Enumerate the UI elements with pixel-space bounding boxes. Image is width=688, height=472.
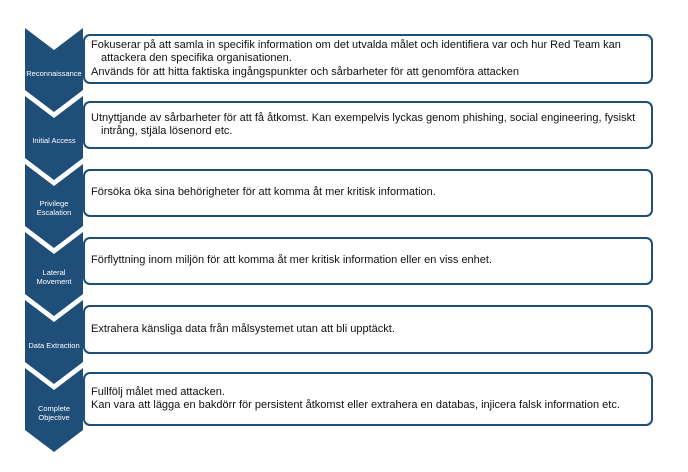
step-text: Utnyttjande av sårbarheter för att få åtkomst. Kan exempelvis lyckas genom phishing, social engineering, fysiskt intrång, stjäla lösenord etc. (91, 111, 636, 137)
step-text: Försöka öka sina behörigheter för att komma åt mer kritisk information. (91, 186, 436, 199)
step-text: Förflyttning inom miljön för att komma åt mer kritisk information eller en viss enhet. (91, 254, 493, 267)
step-text: Extrahera känsliga data från målsystemet utan att bli upptäckt. (91, 322, 395, 335)
step-text: Används för att hitta faktiska ingångspunkter och sårbarheter för att genomföra attacken (91, 65, 520, 78)
step-box-privilege-escalation (83, 169, 653, 217)
step-text: Kan vara att lägga en bakdörr för persistent åtkomst eller extrahera en databas, injicera falsk information etc. (91, 399, 620, 411)
step-text: Fullfölj målet med attacken. (91, 385, 225, 398)
step-label-initial-access: Initial Access (32, 136, 76, 145)
step-label-data-extraction: Data Extraction (28, 341, 80, 350)
step-box-complete-objective (83, 372, 653, 426)
step-text: Fokuserar på att samla in specifik information om det utvalda målet och identifiera var och hur Red Team kan attackera den specifika organisationen. (91, 38, 621, 65)
step-box-lateral-movement (83, 237, 653, 285)
step-label-reconnaissance: Reconnaissance (26, 69, 82, 78)
step-label-complete-objective: Complete Objective (37, 404, 71, 422)
step-box-initial-access (83, 101, 653, 149)
step-label-lateral-movement: Lateral Movement (36, 268, 72, 286)
step-label-privilege-escalation: Privilege Escalation (36, 199, 72, 217)
step-box-data-extraction (83, 305, 653, 354)
step-box-reconnaissance (83, 34, 653, 84)
